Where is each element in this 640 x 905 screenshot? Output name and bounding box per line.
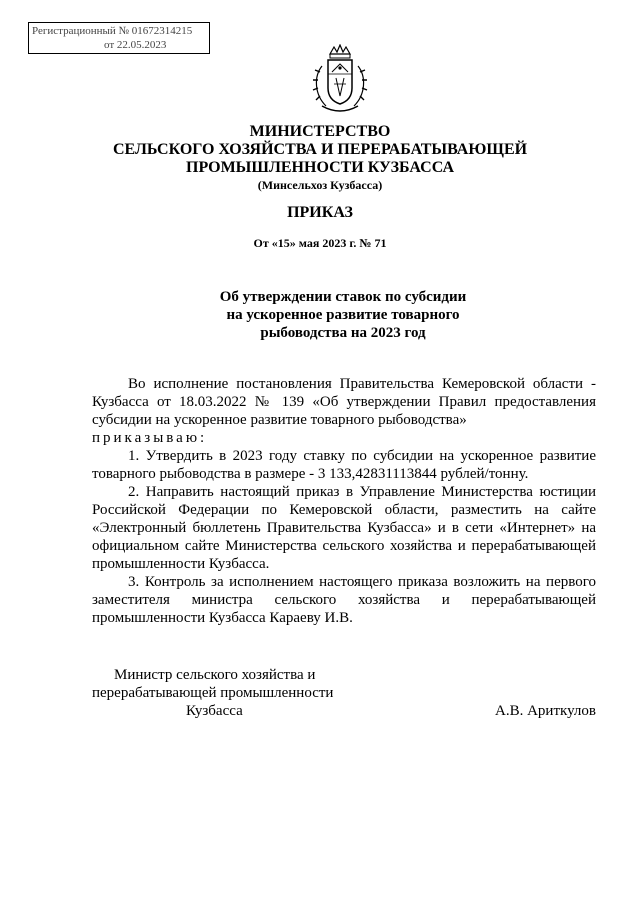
document-title [0,288,640,342]
registration-number: 01672314215 [131,25,193,37]
registration-date: 22.05.2023 [116,39,167,51]
decree-word-paragraph [92,429,596,447]
body-item-2: 2. Направить настоящий приказ в Управление Министерства юстиции Российской Федерации по Кемеровской области, разместить на сайте «Электронный бюллетень Правительства Кузбасса» и в сети «Интернет» на официальном сайте Министерства сельского хозяйства и перерабатывающей промышленности Кузбасса. [92,484,596,572]
ministry-short-name: (Минсельхоз Кузбасса) [257,178,383,192]
body-intro: Во исполнение постановления Правительства Кемеровской области - Кузбасса от 18.03.2022 № 139 «Об утверждении Правил предоставления субсидии на ускоренное развитие товарного рыбоводства» [92,376,596,428]
title-line-3: рыбоводства на 2023 год [260,325,426,341]
title-line-2: на ускоренное развитие товарного [226,307,460,323]
registration-label: Регистрационный № [32,25,130,37]
body-intro-paragraph [92,375,596,429]
header-line-1: МИНИСТЕРСТВО [249,123,391,140]
kuzbass-coat-of-arms-icon [308,44,372,116]
signatory-position-line-3: Кузбасса [186,703,243,719]
signatory-name: А.В. Ариткулов [495,703,596,719]
decree-word: приказываю: [92,430,208,446]
header-line-3: ПРОМЫШЛЕННОСТИ КУЗБАССА [186,159,454,176]
body-item-3: 3. Контроль за исполнением настоящего приказа возложить на первого заместителя министра сельского хозяйства и перерабатывающей промышленности Кузбасса Караеву И.В. [92,574,596,626]
registration-date-line [32,38,206,52]
body-item-1: 1. Утвердить в 2023 году ставку по субсидии на ускоренное развитие товарного рыбоводства в размере - 3 133,42831113844 рублей/тонну. [92,448,596,482]
signatory-final-line [92,702,596,720]
registration-number-line [32,24,206,38]
signature-block [92,666,596,720]
header-line-2: СЕЛЬСКОГО ХОЗЯЙСТВА И ПЕРЕРАБАТЫВАЮЩЕЙ [112,141,528,158]
ministry-header [0,123,640,193]
registration-date-label: от [104,39,115,51]
document-type: ПРИКАЗ [287,204,353,221]
signatory-position-line-2: перерабатывающей промышленности [92,685,334,701]
signatory-position-line-1: Министр сельского хозяйства и [114,667,316,683]
document-body [92,375,596,627]
title-line-1: Об утверждении ставок по субсидии [219,289,467,305]
order-date-number: От «15» мая 2023 г. № 71 [253,236,387,250]
registration-stamp [28,22,210,54]
